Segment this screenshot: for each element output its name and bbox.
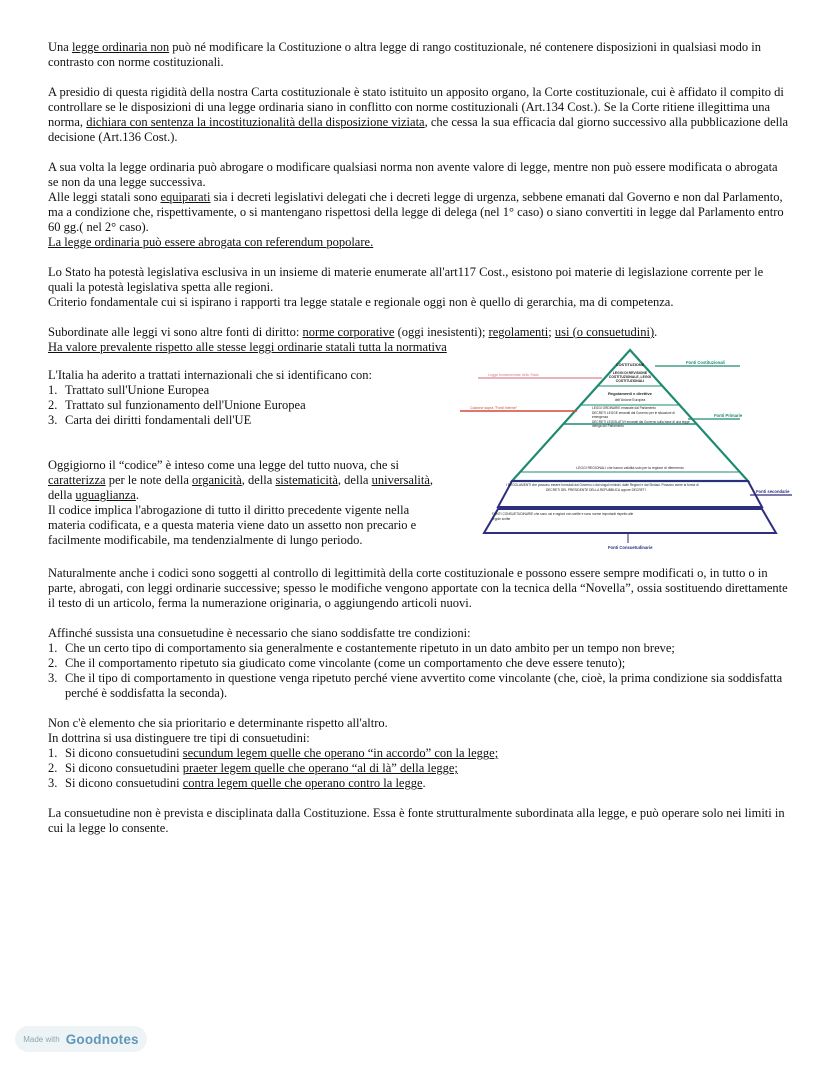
list-item: 1. Trattato sull'Unione Europea bbox=[48, 383, 210, 397]
consuetudinarie-block: FONTI CONSUETUDINARIE che sono usi e ragioni non scritte e sono norme importanti rispetto alle regole scritte bbox=[492, 512, 634, 521]
fonti-primarie-label: Fonti Primarie bbox=[714, 413, 743, 418]
paragraph-tipi-consuetudini: Non c'è elemento che sia prioritario e determinante rispetto all'altro. In dottrina si usa distinguere tre tipi di consuetudini: 1. Si dicono consuetudini secundum legem quelle che operano “in accordo” con la legge; 2. Si dicono consuetudini praeter legem quelle che operano “al di là” della legge; 3. Si dicono consuetudini contra legem quelle che operano contro la legge. bbox=[48, 716, 790, 791]
paragraph-potesta-legislativa: Lo Stato ha potestà legislativa esclusiva in un insieme di materie enumerate all'art117 Cost., esistono poi materie di legislazione corrente per le quali la potestà legislativa spetta alle regioni. Criterio fondamentale cui si ispirano i rapporti tra legge statale e regionale oggi non è quello di gerarchia, ma di competenza. bbox=[48, 265, 764, 309]
list-item: 1. Si dicono consuetudini secundum legem quelle che operano “in accordo” con la legge; bbox=[48, 746, 499, 760]
fonti-primarie-block: LEGGI ORDINARIE emanate dal Parlamento DECRETI LEGGE emanati dal Governo per le situazioni di emergenza DECRETI LEGISLATIVI emanati dal Governo sulla base di una legge delega del Parlamento bbox=[592, 406, 690, 429]
list-item: 2. Che il comportamento ripetuto sia giudicato come vincolante (come un comportamento che deve essere tenuto); bbox=[48, 656, 626, 670]
leggi-regionali-label: LEGGI REGIONALI che hanno validità solo per la regione di riferimento bbox=[576, 466, 684, 470]
fonti-secondarie-label: Fonti secondarie bbox=[756, 489, 790, 494]
list-item: 2. Trattato sul funzionamento dell'Unione Europea bbox=[48, 398, 306, 412]
paragraph-codice: Oggigiorno il “codice” è inteso come una legge del tutto nuova, che si caratterizza per le note della organicità, della sistematicità, della universalità, della uguaglianza. bbox=[48, 458, 434, 502]
list-item: 3. Carta dei diritti fondamentali dell'UE bbox=[48, 413, 252, 427]
paragraph-codici-novella: Naturalmente anche i codici sono soggetti al controllo di legittimità della corte costituzionale e possono essere sempre modificati o, in tutto o in parte, abrogati, con leggi ordinarie successive; spesso le modifiche vengono apportate con la tecnica della “Novella”, ossia sostituendo direttamente il testo di un articolo, ferma la numerazione originaria, o aggiungendo articoli nuovi. bbox=[48, 566, 788, 610]
paragraph-condizioni-consuetudine: Affinché sussista una consuetudine è necessario che siano soddisfatte tre condizioni: 1. Che un certo tipo di comportamento sia generalmente e costantemente ripetuto in un dato ambito per un tempo non breve; 2. Che il comportamento ripetuto sia giudicato come vincolante (come un comportamento che deve essere tenuto); 3. Che il tipo di comportamento in questione venga ripetuto perché viene avvertito come vincolante (che, cioè, la prima condizione sia soddisfatta perché è soddisfatta la seconda). bbox=[48, 626, 790, 701]
underlined-text: La legge ordinaria può essere abrogata con referendum popolare. bbox=[48, 235, 374, 249]
goodnotes-badge: Made with Goodnotes bbox=[15, 1026, 147, 1052]
regolamenti-ue-label: Regolamenti e direttive bbox=[607, 391, 653, 396]
list-item: 3. Che il tipo di comportamento in questione venga ripetuto perché viene avvertito come vincolante (che, cioè, la prima condizione sia soddisfatta perché è soddisfatta la seconda). bbox=[48, 671, 783, 700]
svg-text:dell'Unione Europea: dell'Unione Europea bbox=[614, 398, 646, 402]
underlined-text: equiparati bbox=[160, 190, 211, 204]
paragraph-fonti-subordinate: Subordinate alle leggi vi sono altre fonti di diritto: norme corporative (oggi inesistenti); regolamenti; usi (o consuetudini). Ha valore prevalente rispetto alle stesse leggi ordinarie statali tutta la normativa bbox=[48, 325, 658, 354]
goodnotes-logo: Goodnotes bbox=[65, 1031, 139, 1047]
note-fonti-interne: Colonne sopra "Fonti Interne" bbox=[470, 406, 518, 410]
fonti-consuetudinarie-label: Fonti Consuetudinarie bbox=[608, 545, 653, 550]
regolamenti-block: I REGOLAMENTI che possono essere formulati dal Governo o dai singoli ministri, dalle Regioni e dai Sindaci. Possono avere la forma di DECRETI DEL PRESIDENTE DELLA REPUBBLICA oppure DECRETI bbox=[506, 483, 699, 492]
underlined-text: Ha valore prevalente rispetto alle stesse leggi ordinarie statali tutta la normativa bbox=[48, 340, 447, 354]
two-column-section bbox=[48, 360, 790, 558]
fonti-pyramid-diagram bbox=[450, 347, 795, 557]
underlined-text: norme corporative bbox=[302, 325, 395, 339]
note-legge-fondamentale: Legge fondamentale dello Stato bbox=[488, 373, 539, 377]
paragraph-consuetudine-costituzione: La consuetudine non è prevista e disciplinata dalla Costituzione. Essa è fonte strutturalmente subordinata alla legge, e può operare solo nei limiti in cui la legge lo consente. bbox=[48, 806, 785, 835]
paragraph-abrogazione: A sua volta la legge ordinaria può abrogare o modificare qualsiasi norma non avente valore di legge, mentre non può essere modificata o abrogata se non da una legge successiva. Alle leggi statali sono equiparati sia i decreti legislativi delegati che i decreti legge di urgenza, sebbene emanati dal Governo e non dal Parlamento, ma a condizione che, rispettivamente, o si mantengano rispettosi della legge di delega (nel 1° caso) o siano convertiti in legge dal Parlamento entro 60 gg.( nel 2° caso). La legge ordinaria può essere abrogata con referendum popolare. bbox=[48, 160, 790, 250]
trattati-list bbox=[48, 383, 436, 428]
condizioni-list bbox=[48, 641, 790, 701]
document-page bbox=[48, 40, 790, 836]
left-column: L'Italia ha aderito a trattati internazionali che si identificano con: 1. Trattato sull'Unione Europea 2. Trattato sul funzionamento dell'Unione Europea 3. Carta dei diritti fondamentali dell'UE Oggigiorno il “codice” è inteso come una legge del tutto nuova, che si caratterizza per le note della organicità, della sistematicità, della universalità, della uguaglianza. Il codice implica l'abrogazione di tutto il diritto precedente vigente nella materia codificata, e a questa materia viene dato un assetto non precario e facilmente modificabile, ma tendenzialmente di lungo periodo. bbox=[48, 368, 436, 548]
costituzione-label: COSTITUZIONE bbox=[615, 363, 645, 367]
underlined-text: legge ordinaria non bbox=[71, 40, 170, 54]
list-item: 2. Si dicono consuetudini praeter legem quelle che operano “al di là” della legge; bbox=[48, 761, 458, 775]
paragraph-legge-ordinaria: Una legge ordinaria non può né modificare la Costituzione o altra legge di rango costituzionale, né contenere disposizioni in qualsiasi modo in contrasto con norme costituzionali. bbox=[48, 40, 761, 69]
fonti-costituzionali-label: Fonti Costituzionali bbox=[686, 360, 725, 365]
underlined-text: regolamenti bbox=[488, 325, 549, 339]
leggi-costituzionali-label: LEGGI DI REVISIONE COSTITUZIONALE, LEGGI COSTITUZIONALI bbox=[608, 371, 652, 383]
list-item: 1. Che un certo tipo di comportamento sia generalmente e costantemente ripetuto in un dato ambito per un tempo non breve; bbox=[48, 641, 675, 655]
list-item: 3. Si dicono consuetudini contra legem quelle che operano contro la legge. bbox=[48, 776, 426, 790]
tipi-consuetudini-list bbox=[48, 746, 790, 791]
underlined-text: usi (o consuetudini) bbox=[554, 325, 655, 339]
paragraph-corte-costituzionale: A presidio di questa rigidità della nostra Carta costituzionale è stato istituito un apposito organo, la Corte costituzionale, cui è affidato il compito di controllare se le disposizioni di una legge ordinaria siano in conflitto con norme costituzionali (Art.134 Cost.). Se la Corte ritiene illegittima una norma, dichiara con sentenza la incostituzionalità della disposizione viziata, che cessa la sua efficacia dal giorno successivo alla pubblicazione della decisione (Art.136 Cost.). bbox=[48, 85, 789, 144]
underlined-text: dichiara con sentenza la incostituzionalità della disposizione viziata bbox=[86, 115, 425, 129]
